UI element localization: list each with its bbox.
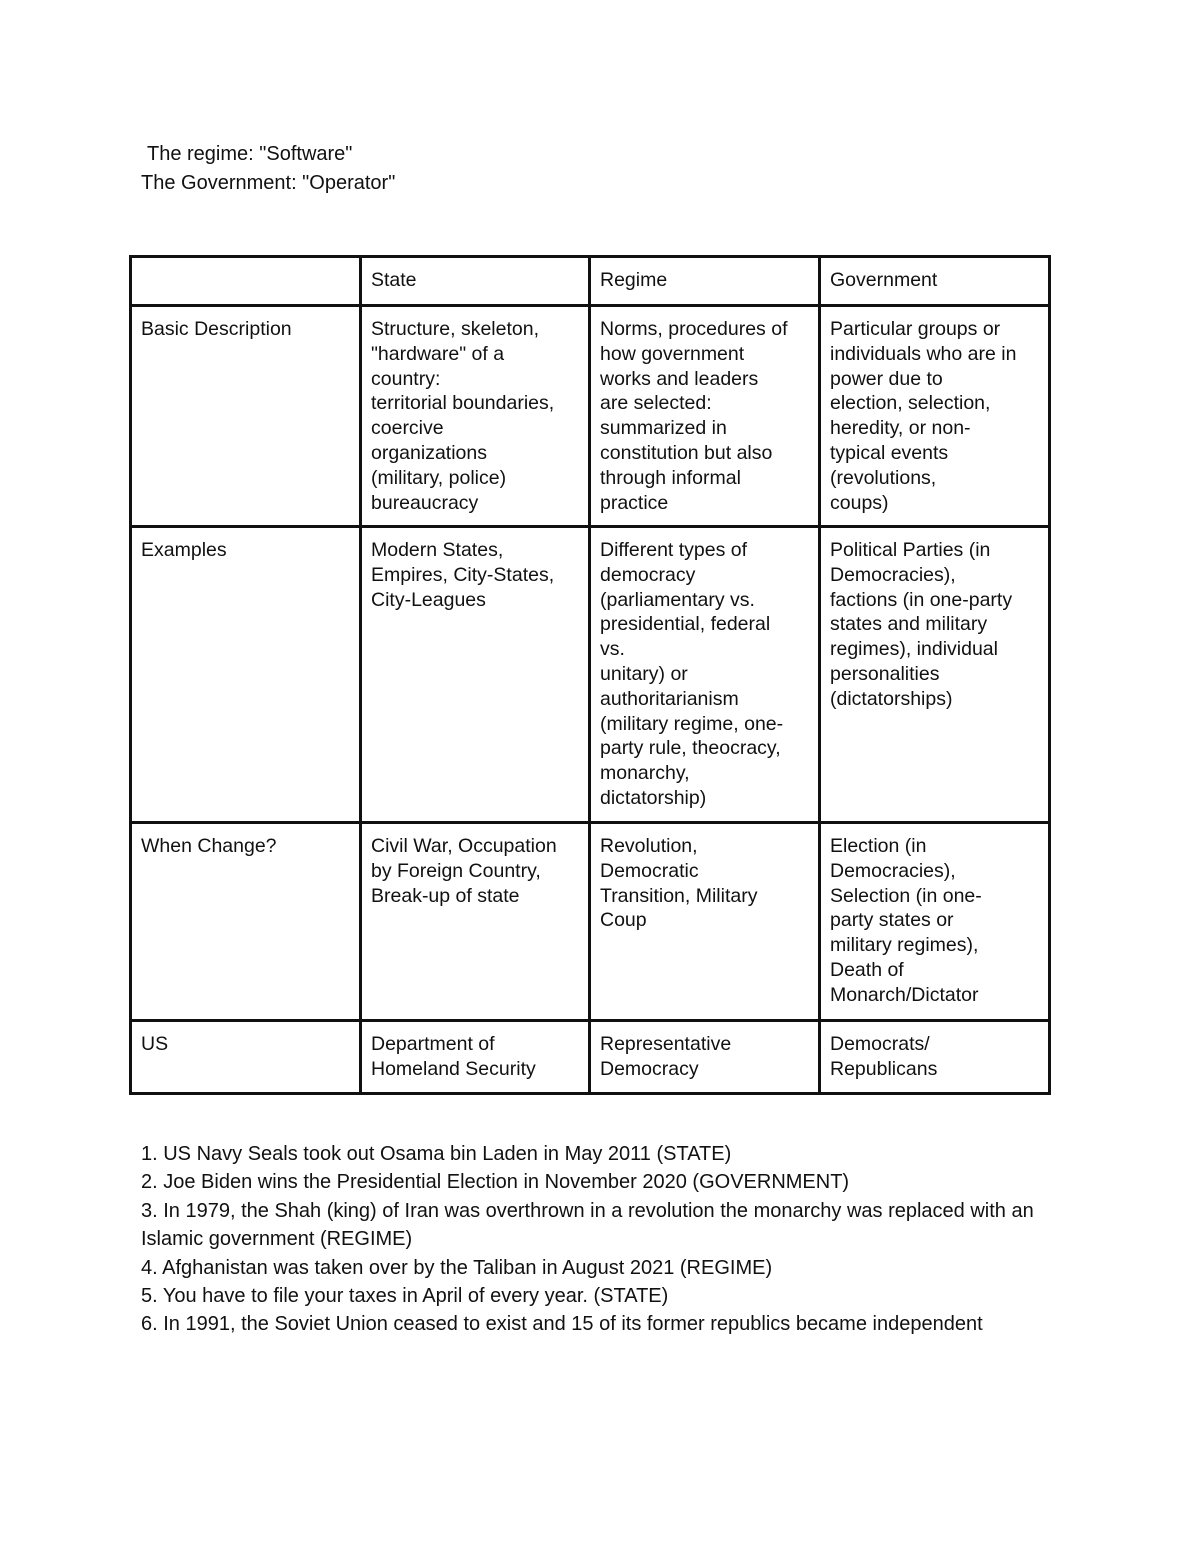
regime-definition: The regime: "Software" xyxy=(147,143,353,165)
list-item: 4. Afghanistan was taken over by the Taliban in August 2021 (REGIME) xyxy=(141,1256,773,1279)
list-item: 3. In 1979, the Shah (king) of Iran was overthrown in a revolution the monarchy was replaced with an Islamic government (REGIME) xyxy=(141,1199,1034,1251)
government-cell: Democrats/ Republicans xyxy=(820,1021,1050,1094)
example-questions-list xyxy=(141,1140,1061,1339)
government-definition: The Government: "Operator" xyxy=(141,172,396,194)
table-header-row xyxy=(131,257,1050,306)
regime-cell: Norms, procedures of how government works and leaders are selected: summarized in constitution but also through informal practice xyxy=(590,306,820,527)
row-label: US xyxy=(131,1021,361,1094)
regime-cell: Different types of democracy (parliamentary vs. presidential, federal vs. unitary) or authoritarianism (military regime, one- party rule, theocracy, monarchy, dictatorship) xyxy=(590,527,820,823)
header-cell-government: Government xyxy=(820,257,1050,306)
header-cell-empty xyxy=(131,257,361,306)
list-item: 6. In 1991, the Soviet Union ceased to exist and 15 of its former republics became independent xyxy=(141,1313,983,1336)
table-row-examples xyxy=(131,527,1050,823)
header-cell-state: State xyxy=(361,257,590,306)
header-cell-regime: Regime xyxy=(590,257,820,306)
row-label: When Change? xyxy=(131,823,361,1021)
table-row-us xyxy=(131,1021,1050,1094)
government-cell: Election (in Democracies), Selection (in one- party states or military regimes), Death of Monarch/Dictator xyxy=(820,823,1050,1021)
table-row-when-change xyxy=(131,823,1050,1021)
table-row-basic-description xyxy=(131,306,1050,527)
government-cell: Particular groups or individuals who are in power due to election, selection, heredity, or non- typical events (revolutions, coups) xyxy=(820,306,1050,527)
comparison-table xyxy=(129,255,1051,1095)
state-cell: Structure, skeleton, "hardware" of a country: territorial boundaries, coercive organizations (military, police) bureaucracy xyxy=(361,306,590,527)
row-label: Basic Description xyxy=(131,306,361,527)
state-cell: Department of Homeland Security xyxy=(361,1021,590,1094)
row-label: Examples xyxy=(131,527,361,823)
regime-cell: Representative Democracy xyxy=(590,1021,820,1094)
state-cell: Modern States, Empires, City-States, City-Leagues xyxy=(361,527,590,823)
list-item: 2. Joe Biden wins the Presidential Election in November 2020 (GOVERNMENT) xyxy=(141,1171,850,1194)
list-item: 1. US Navy Seals took out Osama bin Laden in May 2011 (STATE) xyxy=(141,1143,732,1165)
government-cell: Political Parties (in Democracies), factions (in one-party states and military regimes), individual personalities (dictatorships) xyxy=(820,527,1050,823)
list-item: 5. You have to file your taxes in April of every year. (STATE) xyxy=(141,1285,669,1308)
page-header xyxy=(141,140,395,198)
state-cell: Civil War, Occupation by Foreign Country, Break-up of state xyxy=(361,823,590,1021)
regime-cell: Revolution, Democratic Transition, Military Coup xyxy=(590,823,820,1021)
